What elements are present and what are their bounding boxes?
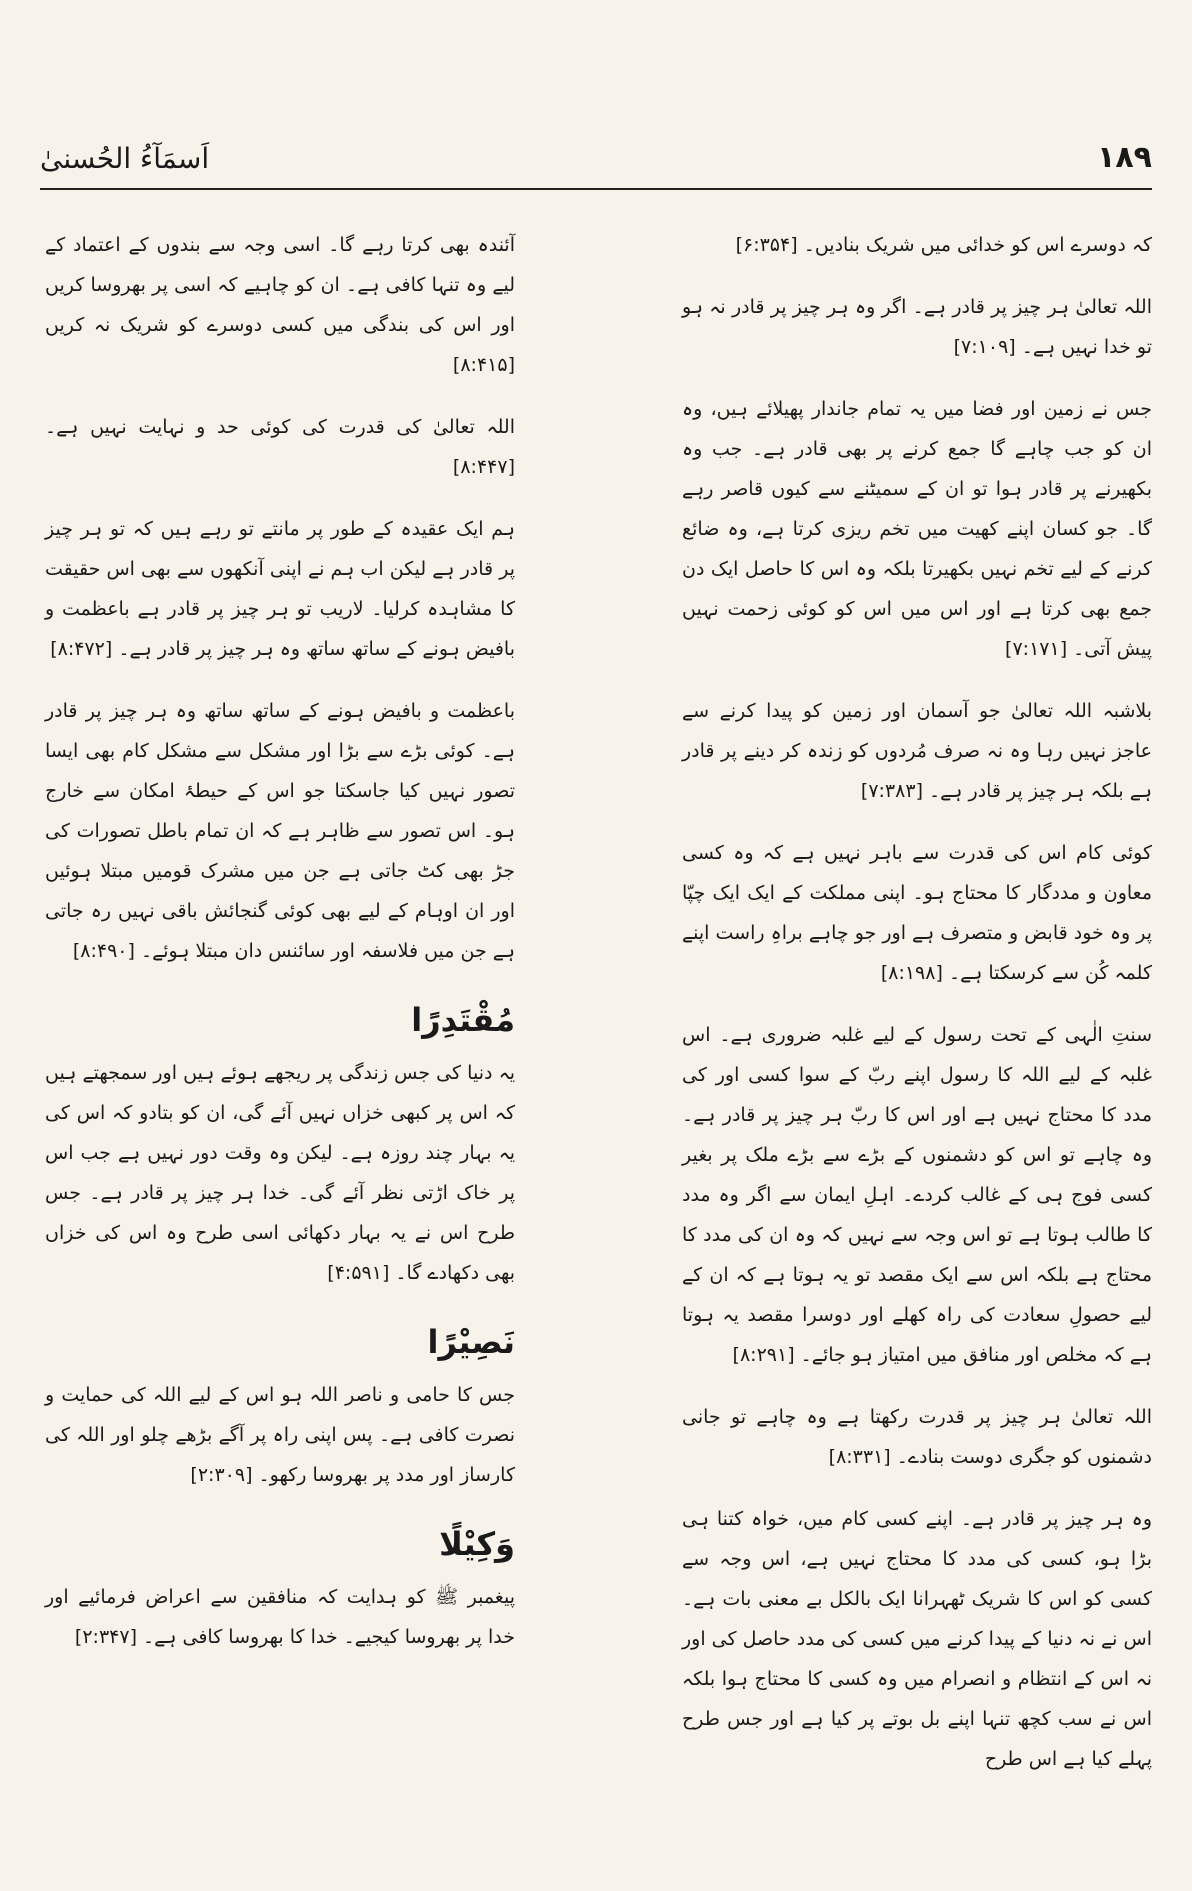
paragraph-text: کوئی کام اس کی قدرت سے باہر نہیں ہے کہ وہ کسی معاون و مددگار کا محتاج ہو۔ اپنی مملکت کے ایک ایک چپّا پر وہ خود قابض و متصرف ہے اور جو چاہے براہِ راست اپنے کلمہ کُن سے کرسکتا ہے۔	[682, 842, 1152, 984]
paragraph-text: اللہ تعالیٰ کی قدرت کی کوئی حد و نہایت نہیں ہے۔	[45, 416, 515, 438]
verse-reference: [۴:۵۹۱]	[327, 1262, 390, 1284]
verse-reference: [۸:۴۹۰]	[72, 940, 135, 962]
paragraph	[682, 1499, 1152, 1779]
page-title: اَسمَآءُ الحُسنیٰ	[40, 142, 210, 175]
verse-reference: [۷:۱۰۹]	[953, 336, 1016, 358]
paragraph	[682, 1397, 1152, 1477]
section-heading-wakeel: وَکِیْلًا	[439, 1525, 515, 1563]
verse-reference: [۸:۳۳۱]	[828, 1446, 891, 1468]
section-heading-muqtadir: مُقْتَدِرًا	[411, 1001, 515, 1039]
left-column	[45, 225, 515, 1679]
paragraph	[682, 1015, 1152, 1375]
paragraph-text: بلاشبہ اللہ تعالیٰ جو آسمان اور زمین کو پیدا کرنے سے عاجز نہیں رہا وہ نہ صرف مُردوں کو زندہ کر دینے پر قادر ہے بلکہ ہر چیز پر قادر ہے۔	[682, 700, 1152, 802]
section-muqtadir	[45, 1053, 515, 1293]
verse-reference: [۸:۴۴۷]	[452, 456, 515, 478]
page-number: ١٨٩	[1097, 140, 1152, 175]
paragraph	[45, 1053, 515, 1293]
paragraph	[45, 225, 515, 385]
paragraph	[682, 225, 1152, 265]
paragraph	[45, 407, 515, 487]
verse-reference: [۲:۳۰۹]	[190, 1464, 253, 1486]
paragraph-text: جس کا حامی و ناصر اللہ ہو اس کے لیے اللہ کی حمایت و نصرت کافی ہے۔ پس اپنی راہ پر آگے بڑھے چلو اور اللہ کی کارساز اور مدد پر بھروسا رکھو۔	[45, 1384, 515, 1486]
intro-paragraphs	[45, 225, 515, 971]
paragraph-text: کہ دوسرے اس کو خدائی میں شریک بنادیں۔	[803, 234, 1152, 256]
section-heading-naseer: نَصِیْرًا	[427, 1323, 515, 1361]
paragraph	[45, 1577, 515, 1657]
verse-reference: [۸:۲۹۱]	[732, 1344, 795, 1366]
paragraph	[682, 287, 1152, 367]
section-wakeel	[45, 1577, 515, 1657]
verse-reference: [۲:۳۴۷]	[74, 1626, 137, 1648]
paragraph	[45, 691, 515, 971]
paragraph-text: آئندہ بھی کرتا رہے گا۔ اسی وجہ سے بندوں کے اعتماد کے لیے وہ تنہا کافی ہے۔ ان کو چاہیے کہ اسی پر بھروسا کریں اور اس کی بندگی میں کسی دوسرے کو شریک نہ کریں	[45, 234, 515, 336]
verse-reference: [۶:۳۵۴]	[735, 234, 798, 256]
paragraph	[682, 691, 1152, 811]
paragraph-text: اللہ تعالیٰ ہر چیز پر قدرت رکھتا ہے وہ چاہے تو جانی دشمنوں کو جگری دوست بنادے۔	[682, 1406, 1152, 1468]
page-header	[40, 140, 1152, 190]
paragraph-text: ہم ایک عقیدہ کے طور پر مانتے تو رہے ہیں کہ تو ہر چیز پر قادر ہے لیکن اب ہم نے اپنی آنکھوں سے بھی اس حقیقت کا مشاہدہ کرلیا۔ لاریب تو ہر چیز پر قادر ہے باعظمت و بافیض ہونے کے ساتھ ساتھ وہ ہر چیز پر قادر ہے۔	[45, 518, 515, 660]
right-column	[682, 225, 1152, 1801]
verse-reference: [۸:۴۱۵]	[452, 354, 515, 376]
paragraph-text: اللہ تعالیٰ ہر چیز پر قادر ہے۔ اگر وہ ہر چیز پر قادر نہ ہو تو خدا نہیں ہے۔	[682, 296, 1152, 358]
verse-reference: [۷:۳۸۳]	[860, 780, 923, 802]
paragraph-text: یہ دنیا کی جس زندگی پر ریجھے ہوئے ہیں اور سمجھتے ہیں کہ اس پر کبھی خزاں نہیں آئے گی، ان کو بتادو کہ اس کی یہ بہار چند روزہ ہے۔ لیکن وہ وقت دور نہیں ہے جب اس پر خاک اڑتی نظر آئے گی۔ خدا ہر چیز پر قادر ہے۔ جس طرح اس نے یہ بہار دکھائی اسی طرح وہ اس کی خزاں بھی دکھادے گا۔	[45, 1062, 515, 1284]
paragraph	[682, 389, 1152, 669]
paragraph	[45, 509, 515, 669]
paragraph-text: سنتِ الٰہی کے تحت رسول کے لیے غلبہ ضروری ہے۔ اس غلبہ کے لیے اللہ کا رسول اپنے ربّ کے سوا کسی اور کی مدد کا محتاج نہیں ہے اور اس کا ربّ ہر چیز پر قادر ہے۔ وہ چاہے تو اس کو دشمنوں کے بڑے سے بڑے ملک پر بغیر کسی فوج ہی کے غالب کردے۔ اہلِ ایمان سے اگر وہ مدد کا طالب ہوتا ہے تو اس وجہ سے نہیں کہ وہ ان کی مدد کا محتاج ہے بلکہ اس سے ایک مقصد تو یہ ہوتا ہے کہ ان کے لیے حصولِ سعادت کی راہ کھلے اور دوسرا مقصد یہ ہوتا ہے کہ مخلص اور منافق میں امتیاز ہو جائے۔	[682, 1024, 1152, 1366]
verse-reference: [۸:۴۷۲]	[50, 638, 113, 660]
paragraph-text: پیغمبر ﷺ کو ہدایت کہ منافقین سے اعراض فرمائیے اور خدا پر بھروسا کیجیے۔ خدا کا بھروسا کافی ہے۔	[45, 1586, 515, 1648]
paragraph-text: وہ ہر چیز پر قادر ہے۔ اپنے کسی کام میں، خواہ کتنا ہی بڑا ہو، کسی کی مدد کا محتاج نہیں ہے، اس وجہ سے کسی کو اس کا شریک ٹھہرانا ایک بالکل بے معنی بات ہے۔ اس نے نہ دنیا کے پیدا کرنے میں کسی کی مدد حاصل کی اور نہ اس کے انتظام و انصرام میں وہ کسی کا محتاج ہوا بلکہ اس نے سب کچھ تنہا اپنے بل بوتے پر کیا ہے اور جس طرح پہلے کیا ہے اس طرح	[682, 1508, 1152, 1770]
section-naseer	[45, 1375, 515, 1495]
paragraph	[682, 833, 1152, 993]
verse-reference: [۸:۱۹۸]	[880, 962, 943, 984]
paragraph-text: جس نے زمین اور فضا میں یہ تمام جاندار پھیلائے ہیں، وہ ان کو جب چاہے گا جمع کرنے پر بھی قادر ہے۔ جب وہ بکھیرنے پر قادر ہوا تو ان کے سمیٹنے سے کیوں قاصر رہے گا۔ جو کسان اپنے کھیت میں تخم ریزی کرتا ہے، وہ ضائع کرنے کے لیے تخم نہیں بکھیرتا بلکہ وہ اس کا حاصل ایک دن جمع بھی کرتا ہے اور اس میں اس کو کوئی زحمت نہیں پیش آتی۔	[682, 398, 1152, 660]
verse-reference: [۷:۱۷۱]	[1005, 638, 1068, 660]
paragraph-text: باعظمت و بافیض ہونے کے ساتھ ساتھ وہ ہر چیز پر قادر ہے۔ کوئی بڑے سے بڑا اور مشکل سے مشکل کام بھی ایسا تصور نہیں کیا جاسکتا جو اس کے حیطۂ امکان سے خارج ہو۔ اس تصور سے ظاہر ہے کہ ان تمام باطل تصورات کی جڑ بھی کٹ جاتی ہے جن میں مشرک قومیں مبتلا ہوئیں اور ان اوہام کے لیے بھی کوئی گنجائش باقی نہیں رہ جاتی ہے جن میں فلاسفہ اور سائنس دان مبتلا ہوئے۔	[45, 700, 515, 962]
paragraph	[45, 1375, 515, 1495]
